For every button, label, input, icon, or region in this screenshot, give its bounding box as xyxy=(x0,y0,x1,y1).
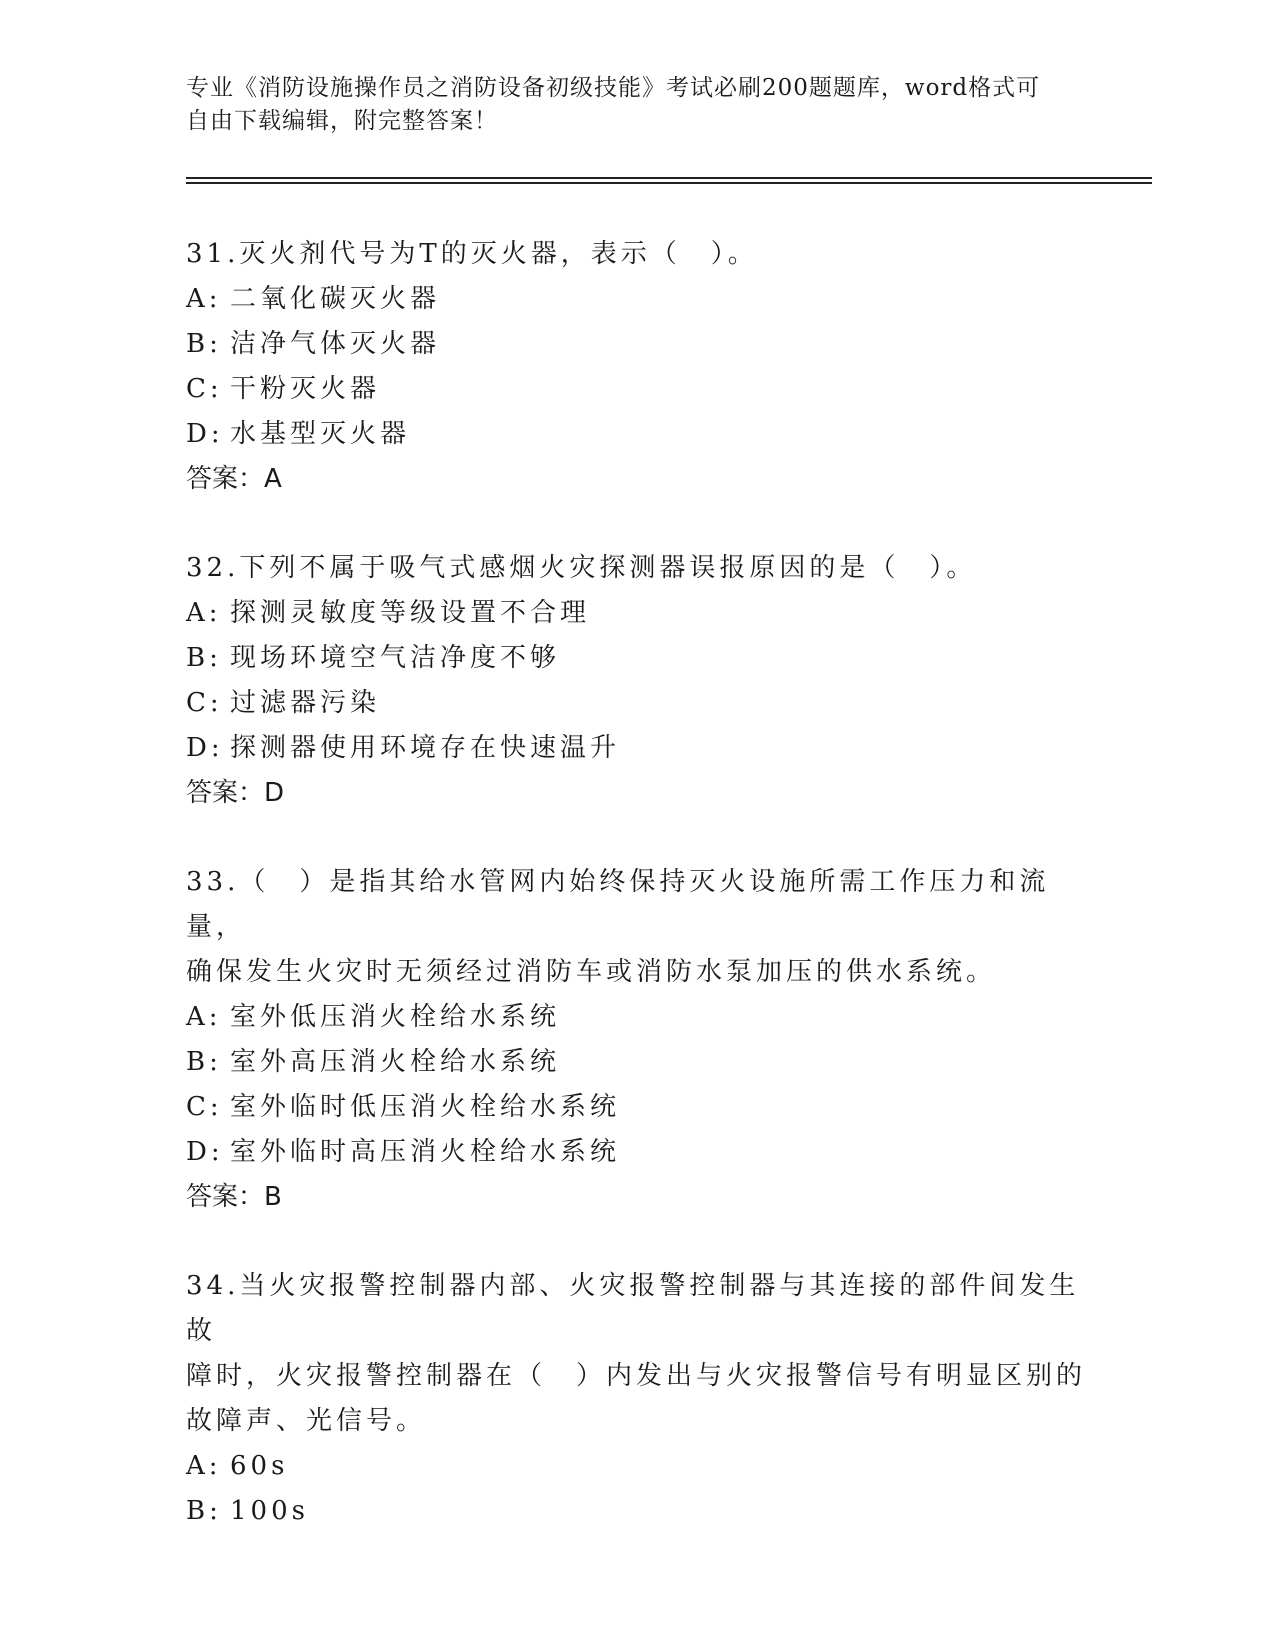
option-letter: A: xyxy=(186,1002,222,1032)
answer-option xyxy=(186,1085,1086,1130)
option-letter: B: xyxy=(186,1496,222,1526)
question-stem-line: 32.下列不属于吸气式感烟火灾探测器误报原因的是（ ）。 xyxy=(186,553,977,583)
option-text: 现场环境空气洁净度不够 xyxy=(230,643,561,673)
option-text: 室外临时低压消火栓给水系统 xyxy=(230,1092,621,1122)
option-text: 室外高压消火栓给水系统 xyxy=(230,1047,561,1077)
option-letter: C: xyxy=(186,688,223,718)
document-header xyxy=(186,72,1066,138)
option-text: 二氧化碳灭火器 xyxy=(230,284,441,314)
question-stem-line: 故障声、光信号。 xyxy=(186,1406,427,1436)
question-block xyxy=(186,232,1086,502)
option-letter: B: xyxy=(186,329,222,359)
option-text: 60s xyxy=(230,1451,289,1481)
option-letter: A: xyxy=(186,284,222,314)
option-text: 洁净气体灭火器 xyxy=(230,329,441,359)
header-divider-bottom xyxy=(186,182,1152,184)
question-block xyxy=(186,1264,1086,1534)
answer-option xyxy=(186,1444,1086,1489)
question-block xyxy=(186,546,1086,816)
answer-option xyxy=(186,412,1086,457)
answer-option xyxy=(186,995,1086,1040)
question-stem-line: 33.（ ）是指其给水管网内始终保持灭火设施所需工作压力和流量， xyxy=(186,867,1050,942)
answer-key: 答案：B xyxy=(186,1182,282,1212)
answer-key: 答案：A xyxy=(186,464,282,494)
answer-option xyxy=(186,322,1086,367)
question-stem-line: 34.当火灾报警控制器内部、火灾报警控制器与其连接的部件间发生故 xyxy=(186,1271,1080,1346)
option-letter: A: xyxy=(186,1451,222,1481)
option-text: 探测器使用环境存在快速温升 xyxy=(230,733,621,763)
option-letter: C: xyxy=(186,374,223,404)
option-text: 水基型灭火器 xyxy=(230,419,411,449)
answer-option xyxy=(186,1130,1086,1175)
answer-option xyxy=(186,681,1086,726)
answer-option xyxy=(186,1489,1086,1534)
answer-option xyxy=(186,726,1086,771)
option-text: 室外临时高压消火栓给水系统 xyxy=(230,1137,621,1167)
option-text: 过滤器污染 xyxy=(230,688,381,718)
option-letter: D: xyxy=(186,1137,224,1167)
question-stem-line: 确保发生火灾时无须经过消防车或消防水泵加压的供水系统。 xyxy=(186,957,997,987)
answer-option xyxy=(186,367,1086,412)
header-line-1: 专业《消防设施操作员之消防设备初级技能》考试必刷200题题库，word格式可 xyxy=(186,75,1041,101)
answer-option xyxy=(186,277,1086,322)
header-line-2: 自由下载编辑，附完整答案！ xyxy=(186,108,498,134)
header-divider-top xyxy=(186,177,1152,179)
answer-option xyxy=(186,1040,1086,1085)
option-text: 探测灵敏度等级设置不合理 xyxy=(230,598,591,628)
question-stem-line: 31.灭火剂代号为T的灭火器，表示（ ）。 xyxy=(186,239,758,269)
option-letter: D: xyxy=(186,733,224,763)
option-letter: B: xyxy=(186,643,222,673)
option-letter: A: xyxy=(186,598,222,628)
option-letter: B: xyxy=(186,1047,222,1077)
question-block xyxy=(186,860,1086,1220)
option-letter: C: xyxy=(186,1092,223,1122)
answer-key: 答案：D xyxy=(186,778,285,808)
option-text: 室外低压消火栓给水系统 xyxy=(230,1002,561,1032)
option-letter: D: xyxy=(186,419,224,449)
answer-option xyxy=(186,591,1086,636)
question-list xyxy=(186,232,1086,1578)
option-text: 100s xyxy=(230,1496,309,1526)
answer-option xyxy=(186,636,1086,681)
question-stem-line: 障时，火灾报警控制器在（ ）内发出与火灾报警信号有明显区别的 xyxy=(186,1361,1087,1391)
option-text: 干粉灭火器 xyxy=(230,374,381,404)
